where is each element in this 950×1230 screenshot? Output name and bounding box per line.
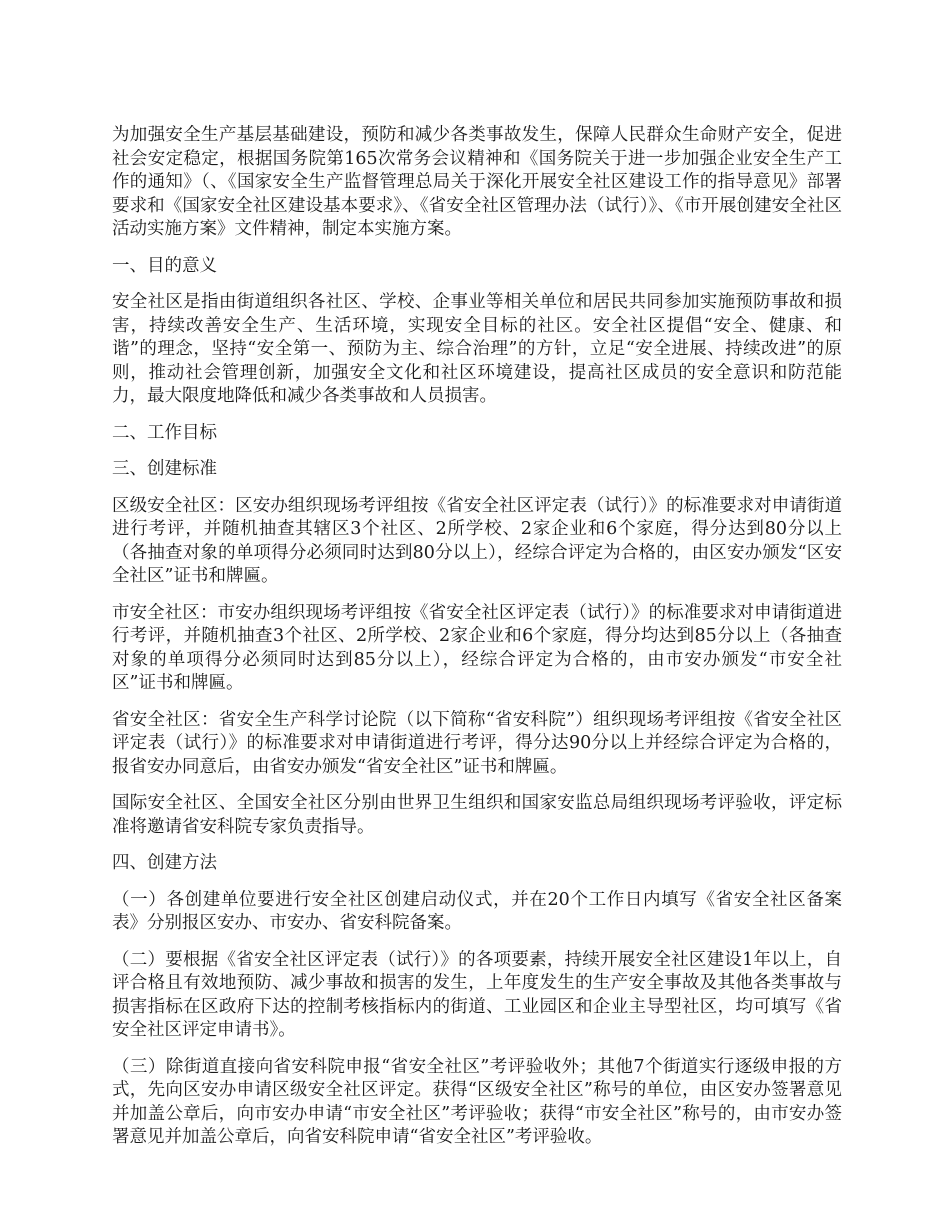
method-item-2: （二）要根据《省安全社区评定表（试行）》的各项要素，持续开展安全社区建设1年以上，自评合格且有效地预防、减少事故和损害的发生，上年度发生的生产安全事故及其他各类事故与损害指标在区政府下达的控制考核指标内的街道、工业园区和企业主导型社区，均可填写《省安全社区评定申请书》。 — [112, 949, 842, 1040]
section-heading-purpose: 一、目的意义 — [112, 255, 217, 276]
district-standard-paragraph: 区级安全社区：区安办组织现场考评组按《省安全社区评定表（试行）》的标准要求对申请街道进行考评，并随机抽查其辖区3个社区、2所学校、2家企业和6个家庭，得分达到80分以上（各抽查对象的单项得分必须同时达到80分以上），经综合评定为合格的，由区安办颁发“区安全社区”证书和牌匾。 — [112, 495, 842, 586]
method-item-3: （三）除街道直接向省安科院申报“省安全社区”考评验收外；其他7个街道实行逐级申报的方式，先向区安办申请区级安全社区评定。获得“区级安全社区”称号的单位，由区安办签署意见并加盖公章后，向市安办申请“市安全社区”考评验收；获得“市安全社区”称号的，由市安办签署意见并加盖公章后，向省安科院申请“省安全社区”考评验收。 — [112, 1056, 842, 1147]
city-standard-paragraph: 市安全社区：市安办组织现场考评组按《省安全社区评定表（试行）》的标准要求对申请街道进行考评，并随机抽查3个社区、2所学校、2家企业和6个家庭，得分均达到85分以上（各抽查对象的单项得分必须同时达到85分以上），经综合评定为合格的，由市安办颁发“市安全社区”证书和牌匾。 — [112, 602, 842, 693]
purpose-paragraph: 安全社区是指由街道组织各社区、学校、企事业等相关单位和居民共同参加实施预防事故和损害，持续改善安全生产、生活环境，实现安全目标的社区。安全社区提倡“安全、健康、和谐”的理念，坚持“安全第一、预防为主、综合治理”的方针，立足“安全进展、持续改进”的原则，推动社会管理创新，加强安全文化和社区环境建设，提高社区成员的安全意识和防范能力，最大限度地降低和减少各类事故和人员损害。 — [112, 292, 842, 406]
document-body — [112, 124, 842, 1163]
intro-paragraph: 为加强安全生产基层基础建设，预防和减少各类事故发生，保障人民群众生命财产安全，促进社会安定稳定，根据国务院第165次常务会议精神和《国务院关于进一步加强企业安全生产工作的通知》（、《国家安全生产监督管理总局关于深化开展安全社区建设工作的指导意见》部署要求和《国家安全社区建设基本要求》、《省安全社区管理办法（试行）》、《市开展创建安全社区活动实施方案》文件精神，制定本实施方案。 — [112, 125, 842, 239]
international-standard-paragraph: 国际安全社区、全国安全社区分别由世界卫生组织和国家安监总局组织现场考评验收，评定标准将邀请省安科院专家负责指导。 — [112, 793, 842, 837]
section-heading-standards: 三、创建标准 — [112, 459, 217, 479]
province-standard-paragraph: 省安全社区：省安全生产科学讨论院（以下简称“省安科院”）组织现场考评组按《省安全社区评定表（试行）》的标准要求对申请街道进行考评，得分达90分以上并经综合评定为合格的，报省安办同意后，由省安办颁发“省安全社区”证书和牌匾。 — [112, 709, 842, 777]
method-item-1: （一）各创建单位要进行安全社区创建启动仪式，并在20个工作日内填写《省安全社区备案表》分别报区安办、市安办、省安科院备案。 — [112, 889, 842, 933]
section-heading-goals: 二、工作目标 — [112, 422, 217, 443]
section-heading-methods: 四、创建方法 — [112, 853, 217, 873]
